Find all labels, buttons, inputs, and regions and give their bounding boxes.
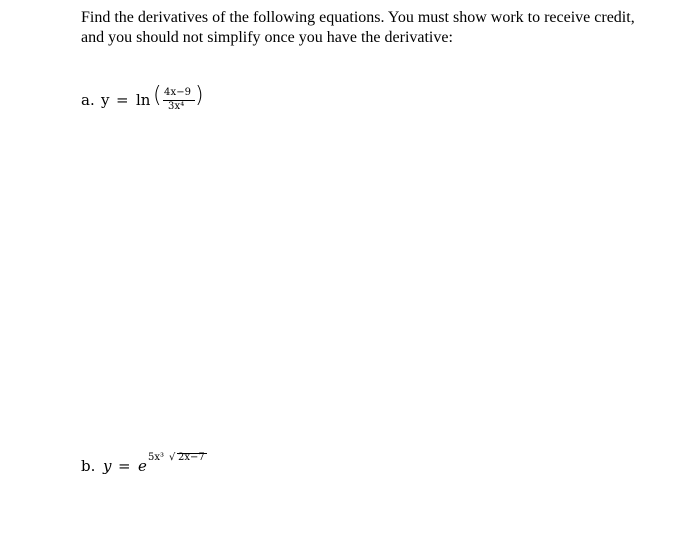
problem-a-denominator: 3x⁴: [168, 101, 185, 112]
problem-b-exponent-term: 5x³: [148, 452, 165, 463]
problem-a-equals: =: [116, 91, 129, 109]
problem-a-numerator: 4x−9: [164, 87, 192, 98]
problem-a-close-paren: ): [195, 83, 204, 108]
problem-b-equals: =: [118, 457, 131, 475]
problem-a-label: a.: [81, 91, 95, 109]
problem-b-radical-sign: √: [169, 452, 176, 463]
problem-a-function: ln: [136, 91, 151, 109]
instructions: [81, 8, 681, 48]
problem-b-label: b.: [81, 457, 96, 475]
instructions-line-2: and you should not simplify once you have the derivative:: [81, 29, 453, 46]
problem-b-base: e: [138, 457, 147, 475]
problem-a-variable: y: [101, 91, 110, 109]
problem-b-radicand: 2x−7: [178, 452, 205, 463]
problem-b-variable: y: [103, 457, 112, 475]
instructions-line-1: Find the derivatives of the following equations. You must show work to receive credit,: [81, 9, 635, 26]
problem-a-open-paren: (: [153, 83, 162, 108]
